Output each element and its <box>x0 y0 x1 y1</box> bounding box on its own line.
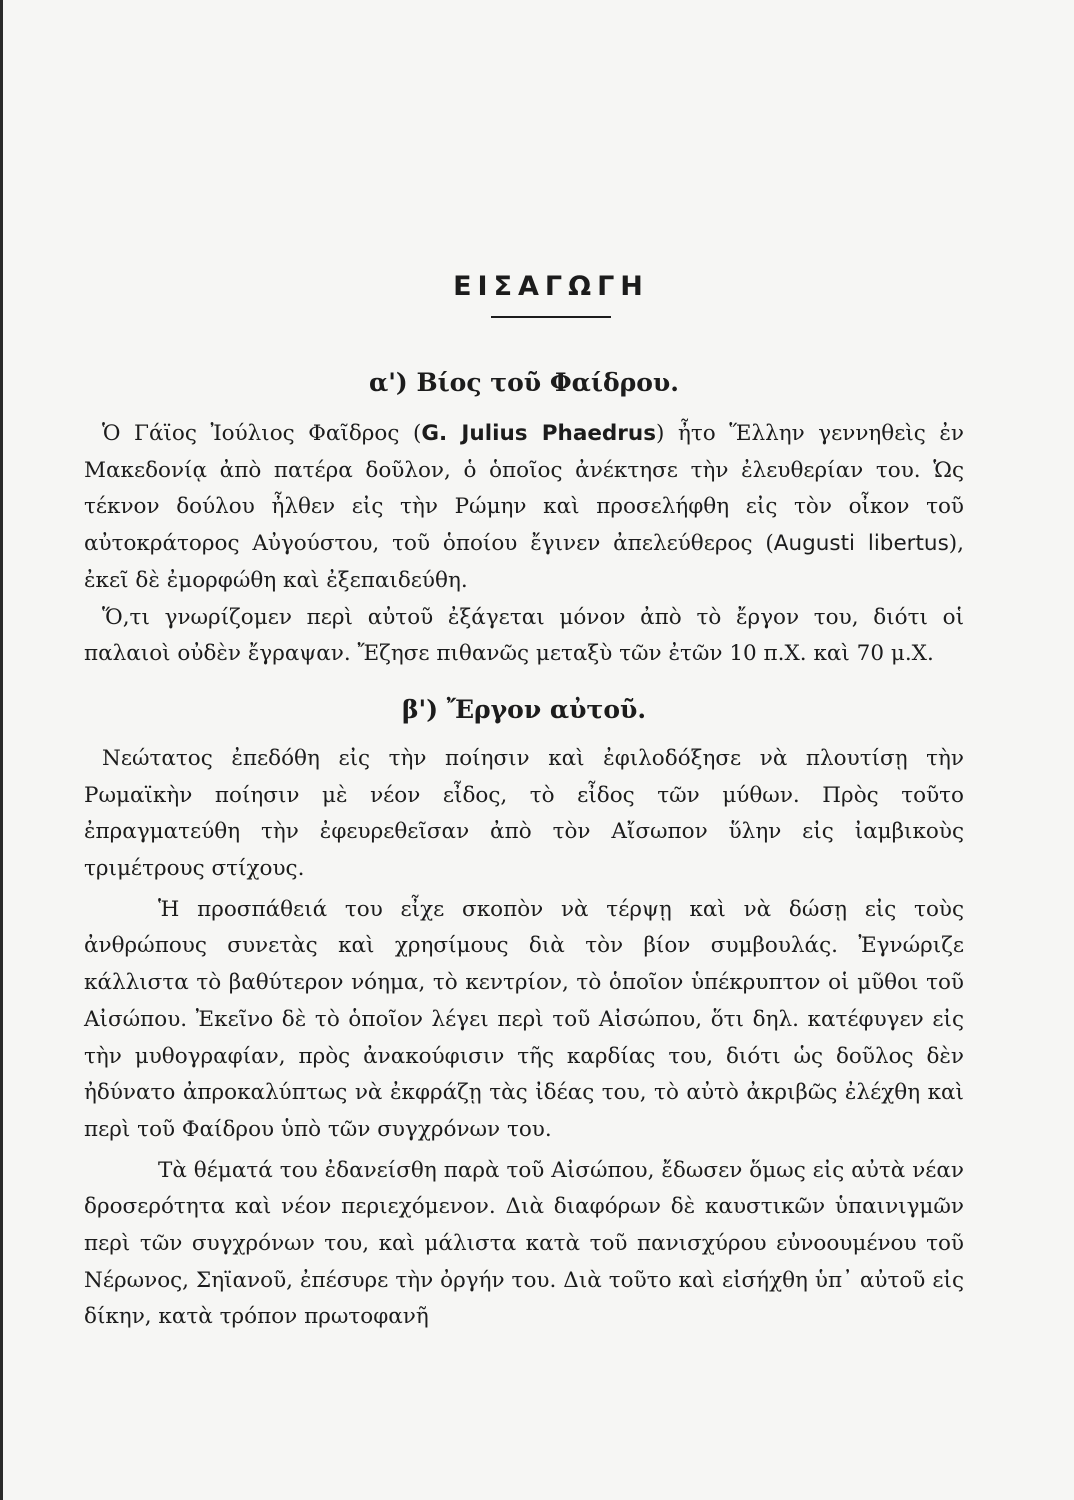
paragraph-life-1-start: Ὁ Γάϊος Ἰούλιος Φαῖδρος ( <box>102 421 422 446</box>
latin-name: G. Julius Phaedrus <box>421 421 657 446</box>
section-heading-life: α') Βίος τοῦ Φαίδρου. <box>369 368 679 397</box>
latin-libertus: Augusti libertus <box>773 531 949 557</box>
title-underline <box>491 316 611 318</box>
paragraph-work-1: Νεώτατος ἐπεδόθη εἰς τὴν ποίησιν καὶ ἐφιλοδόξησε νὰ πλουτίσῃ τὴν Ρωμαϊκὴν ποίησιν μὲ νέον εἶδος, τὸ εἶδος τῶν μύθων. Πρὸς τοῦτο ἐπραγματεύθη τὴν ἐφευρεθεῖσαν ἀπὸ τὸν Αἴσωπον ὕλην εἰς ἰαμβικοὺς τριμέτρους στίχους. <box>84 745 964 882</box>
document-body <box>84 270 964 1336</box>
paragraph-life-2: Ὅ,τι γνωρίζομεν περὶ αὐτοῦ ἐξάγεται μόνον ἀπὸ τὸ ἔργον του, διότι οἱ παλαιοὶ οὐδὲν ἔγραψαν. Ἔζησε πιθανῶς μεταξὺ τῶν ἐτῶν 10 π.Χ. καὶ 70 μ.Χ. <box>84 604 964 667</box>
page-binding-edge <box>0 0 3 1500</box>
paragraph-work-2: Ἡ προσπάθειά του εἶχε σκοπὸν νὰ τέρψῃ καὶ νὰ δώσῃ εἰς τοὺς ἀνθρώπους συνετὰς καὶ χρησίμους διὰ τὸν βίον συμβουλάς. Ἐγνώριζε κάλλιστα τὸ βαθύτερον νόημα, τὸ κεντρίον, τὸ ὁποῖον ὑπέκρυπτον οἱ μῦθοι τοῦ Αἰσώπου. Ἐκεῖνο δὲ τὸ ὁποῖον λέγει περὶ τοῦ Αἰσώπου, ὅτι δηλ. κατέφυγεν εἰς τὴν μυθογραφίαν, πρὸς ἀνακούφισιν τῆς καρδίας του, διότι ὡς δοῦλος δὲν ἠδύνατο ἀπροκαλύπτως νὰ ἐκφράζῃ τὰς ἰδέας του, τὸ αὐτὸ ἀκριβῶς ἐλέχθη καὶ περὶ τοῦ Φαίδρου ὑπὸ τῶν συγχρόνων του. <box>84 896 964 1142</box>
section-heading-work: β') Ἔργον αὐτοῦ. <box>401 694 647 724</box>
paragraph-life-1-end: ), ἐκεῖ δὲ ἐμορφώθη καὶ ἐξεπαιδεύθη. <box>84 531 964 593</box>
paragraph-life-1 <box>84 416 964 600</box>
paragraph-work-3: Τὰ θέματά του ἐδανείσθη παρὰ τοῦ Αἰσώπου, ἔδωσεν ὅμως εἰς αὐτὰ νέαν δροσερότητα καὶ νέον περιεχόμενον. Διὰ διαφόρων δὲ καυστικῶν ὑπαινιγμῶν περὶ τῶν συγχρόνων του, καὶ μάλιστα κατὰ τοῦ πανισχύρου εὐνοουμένου τοῦ Νέρωνος, Σηϊανοῦ, ἐπέσυρε τὴν ὀργήν του. Διὰ τοῦτο καὶ εἰσήχθη ὑπ᾿ αὐτοῦ εἰς δίκην, κατὰ τρόπον πρωτοφανῆ <box>84 1157 964 1330</box>
page-title: ΕΙΣΑΓΩΓΗ <box>453 271 649 302</box>
paragraph-life-1-middle: ) ἦτο Ἕλλην γεννηθεὶς ἐν Μακεδονίᾳ ἀπὸ πατέρα δοῦλον, ὁ ὁποῖος ἀνέκτησε τὴν ἐλευθερίαν του. Ὡς τέκνον δούλου ἦλθεν εἰς τὴν Ρώμην καὶ προσελήφθη εἰς τὸν οἶκον τοῦ αὐτοκράτορος Αὐγούστου, τοῦ ὁποίου ἔγινεν ἀπελεύθερος ( <box>84 421 964 557</box>
